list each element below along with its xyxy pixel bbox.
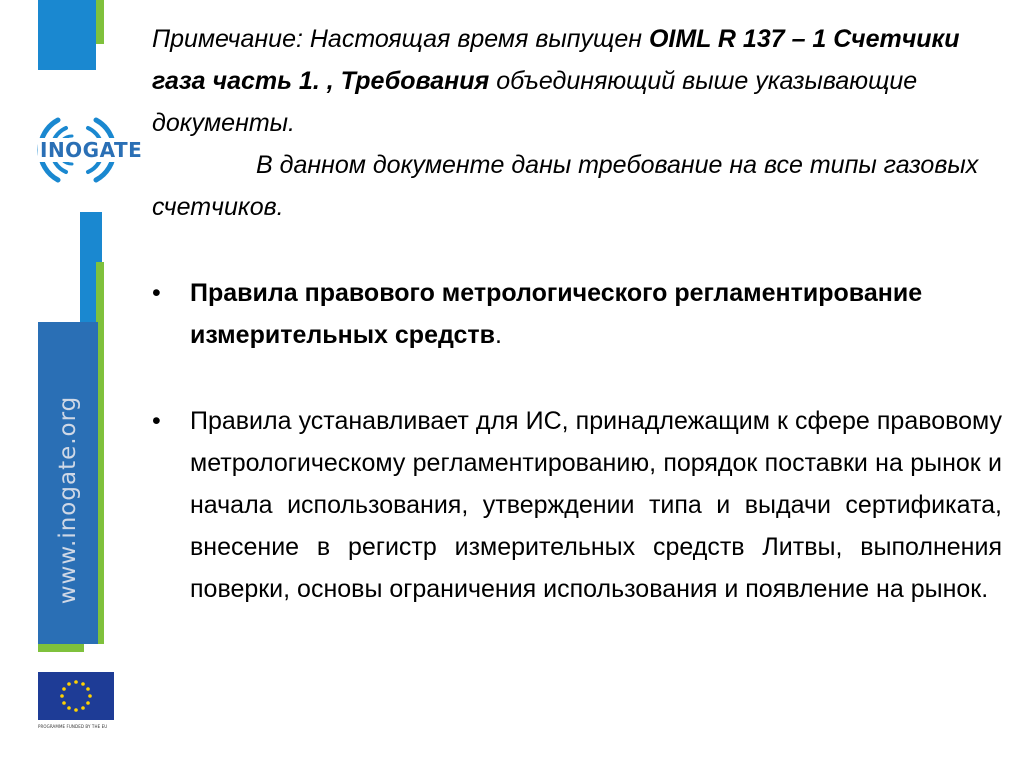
bullet-item-rules-description	[152, 400, 1002, 610]
eu-flag-icon	[38, 672, 114, 720]
brand-bar-mid-accent	[96, 262, 104, 324]
note-paragraph	[152, 18, 1002, 144]
bullet-item-rules-title	[152, 272, 1002, 356]
bullet-marker: •	[152, 279, 161, 307]
note-second-paragraph: В данном документе даны требование на все типы газовых счетчиков.	[152, 151, 979, 221]
slide-content	[152, 18, 1002, 610]
note-suffix: объединяющий выше указывающие документы.	[152, 67, 918, 137]
logo-text: INOGATE	[40, 138, 143, 162]
brand-bar-top	[38, 0, 96, 70]
bullet-tail: .	[495, 321, 502, 349]
bullet-bold-text: Правила правового метрологического регламентирование измерительных средств	[190, 279, 923, 349]
note-standard-title: OIML R 137 – 1 Счетчики газа часть 1. , Требования	[152, 25, 960, 95]
brand-bar-bottom-accent	[38, 644, 84, 652]
eu-caption: PROGRAMME FUNDED BY THE EU	[38, 724, 108, 729]
note-prefix: Примечание: Настоящая время выпущен	[152, 25, 649, 53]
brand-bar-main-accent	[98, 322, 104, 644]
bullet-text: Правила устанавливает для ИС, принадлежащим к сфере правовому метрологическому регламентированию, порядок поставки на рынок и начала использования, утверждении типа и выдачи сертификата, внесение в регистр измерительных средств Литвы, выполнения поверки, основы ограничения использования и появление на рынок.	[190, 407, 1002, 603]
site-url-vertical: www.inogate.org	[55, 395, 81, 605]
bullet-list	[152, 272, 1002, 610]
brand-bar-top-accent	[96, 0, 104, 44]
bullet-marker: •	[152, 407, 161, 435]
